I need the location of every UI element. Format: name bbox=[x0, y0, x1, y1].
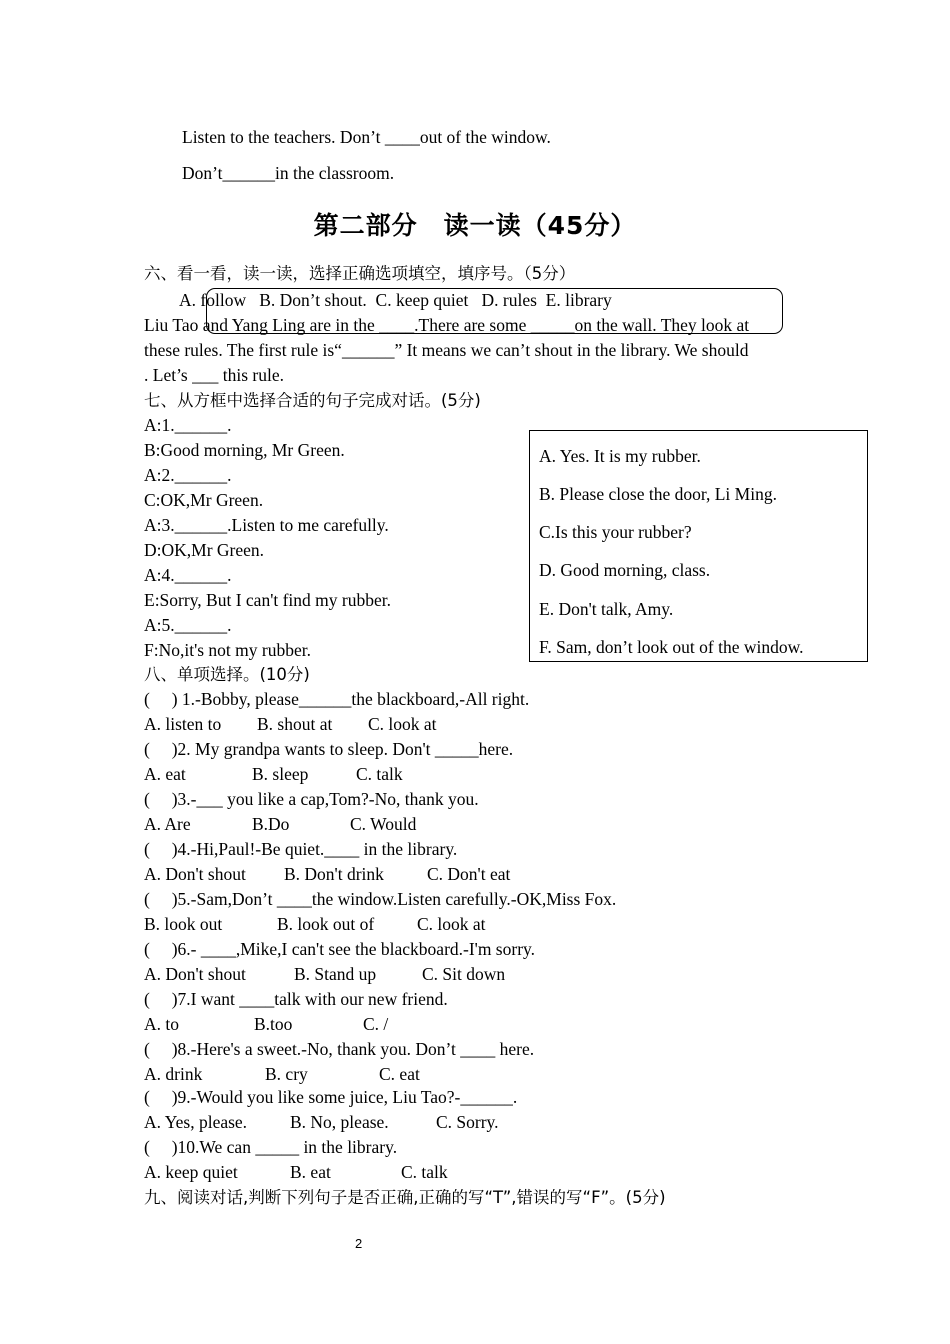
part-title: 第二部分 读一读（45分） bbox=[313, 211, 637, 240]
question: ( )4.-Hi,Paul!-Be quiet.____ in the library. bbox=[144, 839, 458, 859]
option: B. look out of bbox=[277, 914, 375, 934]
dialogue-line: D:OK,Mr Green. bbox=[144, 540, 265, 560]
answer-choice: C.Is this your rubber? bbox=[539, 522, 692, 542]
option: C. Sorry. bbox=[436, 1112, 499, 1132]
option: C. look at bbox=[368, 714, 437, 734]
option: A. Don't shout bbox=[144, 864, 246, 884]
option: A. eat bbox=[144, 764, 186, 784]
dialogue-line: C:OK,Mr Green. bbox=[144, 490, 264, 510]
option: A. keep quiet bbox=[144, 1162, 238, 1182]
answer-choice: D. Good morning, class. bbox=[539, 560, 711, 580]
options-line: A. follow B. Don’t shout. C. keep quiet D. rules E. library bbox=[179, 290, 612, 310]
dialogue-line: A:1.______. bbox=[144, 415, 232, 435]
option: B. Don't drink bbox=[284, 864, 384, 884]
option: C. / bbox=[363, 1014, 389, 1034]
dialogue-line: F:No,it's not my rubber. bbox=[144, 640, 311, 660]
question: ( )10.We can _____ in the library. bbox=[144, 1137, 398, 1157]
question: ( ) 1.-Bobby, please______the blackboard,-All right. bbox=[144, 689, 530, 709]
dialogue-line: E:Sorry, But I can't find my rubber. bbox=[144, 590, 391, 610]
answer-choice: A. Yes. It is my rubber. bbox=[539, 446, 701, 466]
option: B.too bbox=[254, 1014, 293, 1034]
option: B. No, please. bbox=[290, 1112, 389, 1132]
option: B. look out bbox=[144, 914, 223, 934]
answer-choices-box bbox=[529, 430, 868, 662]
option: B.Do bbox=[252, 814, 290, 834]
answer-choice: B. Please close the door, Li Ming. bbox=[539, 484, 777, 504]
passage-line: . Let’s ___ this rule. bbox=[144, 365, 284, 385]
dialogue-line: A:2.______. bbox=[144, 465, 232, 485]
question: ( )7.I want ____talk with our new friend. bbox=[144, 989, 448, 1009]
option: B. Stand up bbox=[294, 964, 377, 984]
option: C. Would bbox=[350, 814, 417, 834]
question: ( )6.- ____,Mike,I can't see the blackboard.-I'm sorry. bbox=[144, 939, 536, 959]
option: C. Don't eat bbox=[427, 864, 511, 884]
option: C. Sit down bbox=[422, 964, 506, 984]
question: ( )8.-Here's a sweet.-No, thank you. Don’t ____ here. bbox=[144, 1039, 535, 1059]
option: A. to bbox=[144, 1014, 179, 1034]
option: B. shout at bbox=[257, 714, 333, 734]
option: A. drink bbox=[144, 1064, 203, 1084]
option: A. Are bbox=[144, 814, 191, 834]
option: A. listen to bbox=[144, 714, 222, 734]
option: C. look at bbox=[417, 914, 486, 934]
dialogue-line: A:3.______.Listen to me carefully. bbox=[144, 515, 389, 535]
question: ( )5.-Sam,Don’t ____the window.Listen carefully.-OK,Miss Fox. bbox=[144, 889, 617, 909]
option: A. Yes, please. bbox=[144, 1112, 248, 1132]
option: B. cry bbox=[265, 1064, 308, 1084]
text-line: Listen to the teachers. Don’t ____out of the window. bbox=[182, 127, 551, 147]
answer-choice: E. Don't talk, Amy. bbox=[539, 599, 674, 619]
option: C. talk bbox=[356, 764, 403, 784]
question: ( )2. My grandpa wants to sleep. Don't _____here. bbox=[144, 739, 514, 759]
passage-line: these rules. The first rule is“______” It means we can’t shout in the library. We should bbox=[144, 340, 749, 360]
option: C. eat bbox=[379, 1064, 420, 1084]
answer-choice: F. Sam, don’t look out of the window. bbox=[539, 637, 804, 657]
option: A. Don't shout bbox=[144, 964, 246, 984]
section-heading: 七、从方框中选择合适的句子完成对话。(5分) bbox=[144, 391, 481, 410]
passage-line: Liu Tao and Yang Ling are in the ____.There are some _____on the wall. They look at bbox=[144, 315, 750, 335]
dialogue-line: A:4.______. bbox=[144, 565, 232, 585]
question: ( )9.-Would you like some juice, Liu Tao?-______. bbox=[144, 1087, 518, 1107]
option: C. talk bbox=[401, 1162, 448, 1182]
section-heading: 八、单项选择。(10分) bbox=[144, 665, 310, 684]
option: B. sleep bbox=[252, 764, 309, 784]
question: ( )3.-___ you like a cap,Tom?-No, thank you. bbox=[144, 789, 479, 809]
dialogue-line: B:Good morning, Mr Green. bbox=[144, 440, 345, 460]
text-line: Don’t______in the classroom. bbox=[182, 163, 395, 183]
section-heading: 九、阅读对话,判断下列句子是否正确,正确的写“T”,错误的写“F”。(5分) bbox=[144, 1188, 666, 1207]
page-number: 2 bbox=[355, 1236, 363, 1251]
option: B. eat bbox=[290, 1162, 331, 1182]
dialogue-line: A:5.______. bbox=[144, 615, 232, 635]
section-heading: 六、看一看，读一读，选择正确选项填空，填序号。（5分） bbox=[144, 264, 576, 283]
